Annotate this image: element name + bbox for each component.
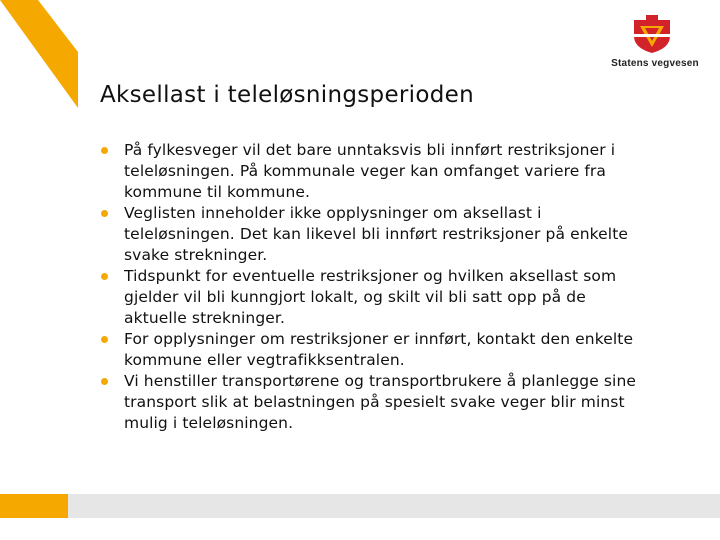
logo — [600, 14, 710, 74]
bullet-dot-icon — [101, 378, 108, 385]
bullet-dot-icon — [101, 336, 108, 343]
bullet-item — [100, 329, 640, 371]
statens-vegvesen-emblem-icon — [630, 14, 674, 54]
bullet-text: Veglisten inneholder ikke opplysninger om aksellast i teleløsningen. Det kan likevel bli innført restriksjoner på enkelte svake strekninger. — [124, 204, 629, 264]
footer-bar — [0, 494, 720, 518]
bullet-dot-icon — [101, 210, 108, 217]
bullet-item — [100, 371, 640, 434]
footer-accent-block — [0, 494, 68, 518]
bullet-text: Tidspunkt for eventuelle restriksjoner og hvilken aksellast som gjelder vil bli kunngjort lokalt, og skilt vil bli satt opp på de aktuelle strekninger. — [124, 267, 617, 327]
bullet-dot-icon — [101, 273, 108, 280]
bullet-item — [100, 203, 640, 266]
bullet-item — [100, 140, 640, 203]
bullet-text: Vi henstiller transportørene og transportbrukere å planlegge sine transport slik at belastningen på spesielt svake veger blir minst mulig i teleløsningen. — [124, 372, 637, 432]
bullet-list — [100, 140, 640, 434]
bullet-text: For opplysninger om restriksjoner er innført, kontakt den enkelte kommune eller vegtrafikksentralen. — [124, 330, 634, 369]
slide-title: Aksellast i teleløsningsperioden — [100, 82, 474, 108]
bullet-text: På fylkesveger vil det bare unntaksvis bli innført restriksjoner i teleløsningen. På kommunale veger kan omfanget variere fra kommune til kommune. — [124, 141, 616, 201]
bullet-item — [100, 266, 640, 329]
bullet-dot-icon — [101, 147, 108, 154]
corner-accent-stripe — [0, 0, 80, 110]
footer-gray-band — [68, 494, 720, 518]
logo-text: Statens vegvesen — [611, 58, 699, 69]
